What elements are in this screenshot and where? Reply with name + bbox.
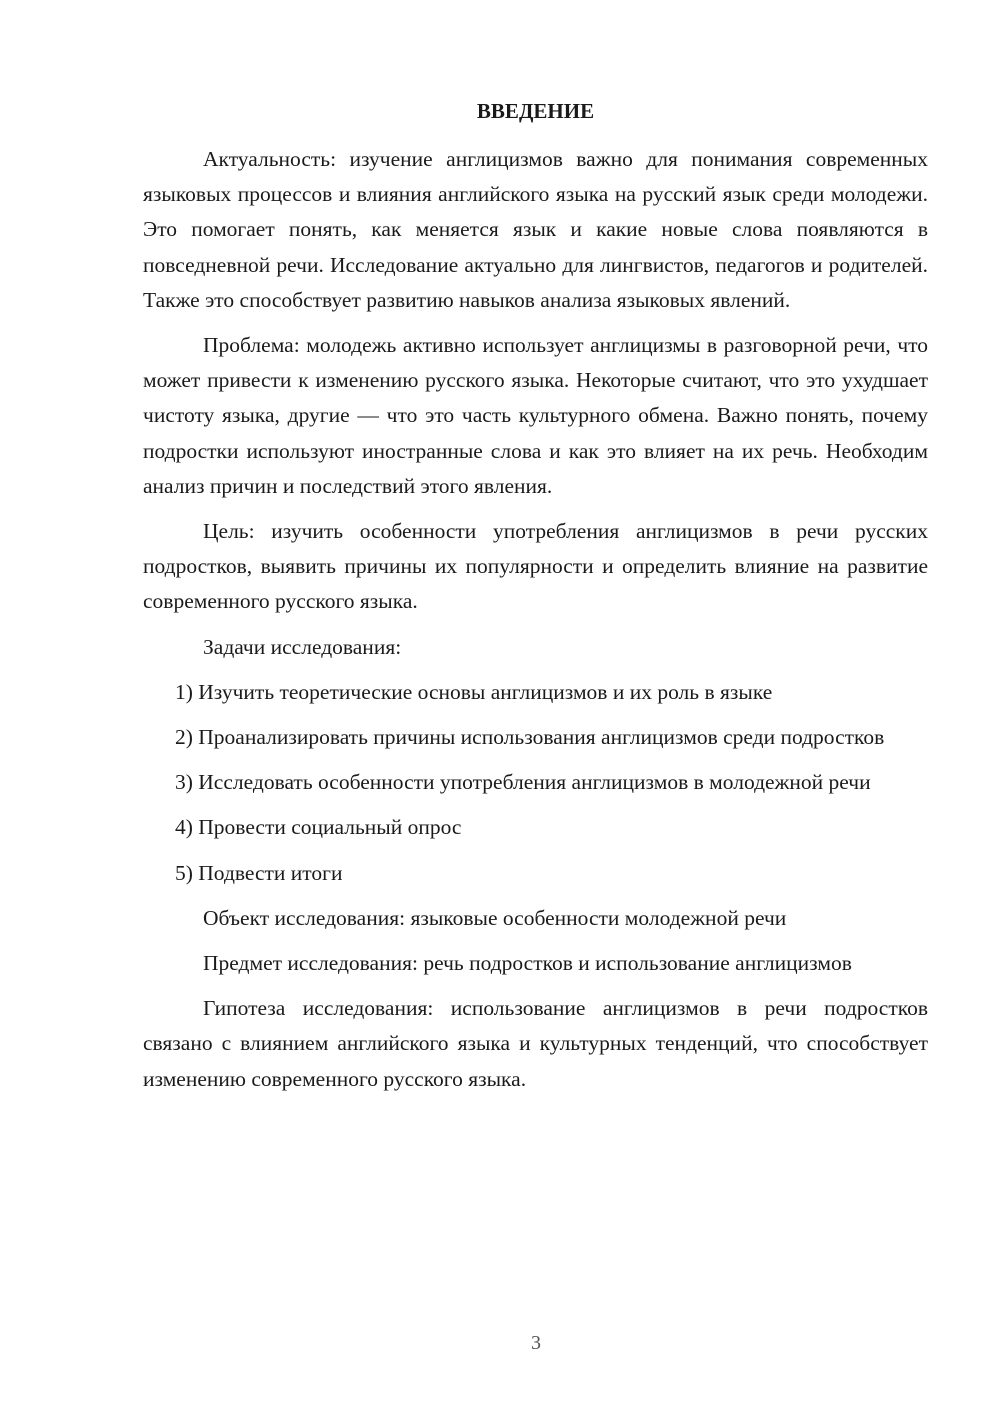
page-number: 3 xyxy=(531,1332,541,1354)
page-title: ВВЕДЕНИЕ xyxy=(476,99,595,123)
task-item: 1) Изучить теоретические основы англицизмов и их роль в языке xyxy=(175,679,773,704)
task-item: 5) Подвести итоги xyxy=(175,860,343,885)
tasks-heading: Задачи исследования: xyxy=(203,634,402,659)
object-paragraph: Объект исследования: языковые особенности молодежной речи xyxy=(203,905,787,930)
task-item: 3) Исследовать особенности употребления англицизмов в молодежной речи xyxy=(175,770,871,795)
relevance-paragraph: Актуальность: изучение англицизмов важно для понимания современных языковых процессов и влияния английского языка на русский язык среди молодежи. Это помогает понять, как меняется язык и какие новые слова появляются в повседневной речи. Исследование актуально для лингвистов, педагогов и родителей. Также это способствует развитию навыков анализа языковых явлений. xyxy=(143,147,928,312)
subject-paragraph: Предмет исследования: речь подростков и использование англицизмов xyxy=(203,951,852,976)
hypothesis-paragraph: Гипотеза исследования: использование англицизмов в речи подростков связано с влиянием английского языка и культурных тенденций, что способствует изменению современного русского языка. xyxy=(143,996,928,1091)
task-item: 2) Проанализировать причины использования англицизмов среди подростков xyxy=(175,725,885,750)
task-item: 4) Провести социальный опрос xyxy=(175,815,462,840)
goal-paragraph: Цель: изучить особенности употребления англицизмов в речи русских подростков, выявить причины их популярности и определить влияние на развитие современного русского языка. xyxy=(143,519,928,614)
problem-paragraph: Проблема: молодежь активно использует англицизмы в разговорной речи, что может привести к изменению русского языка. Некоторые считают, что это ухудшает чистоту языка, другие — что это часть культурного обмена. Важно понять, почему подростки используют иностранные слова и как это влияет на их речь. Необходим анализ причин и последствий этого явления. xyxy=(143,333,928,498)
document-body xyxy=(143,94,928,1107)
